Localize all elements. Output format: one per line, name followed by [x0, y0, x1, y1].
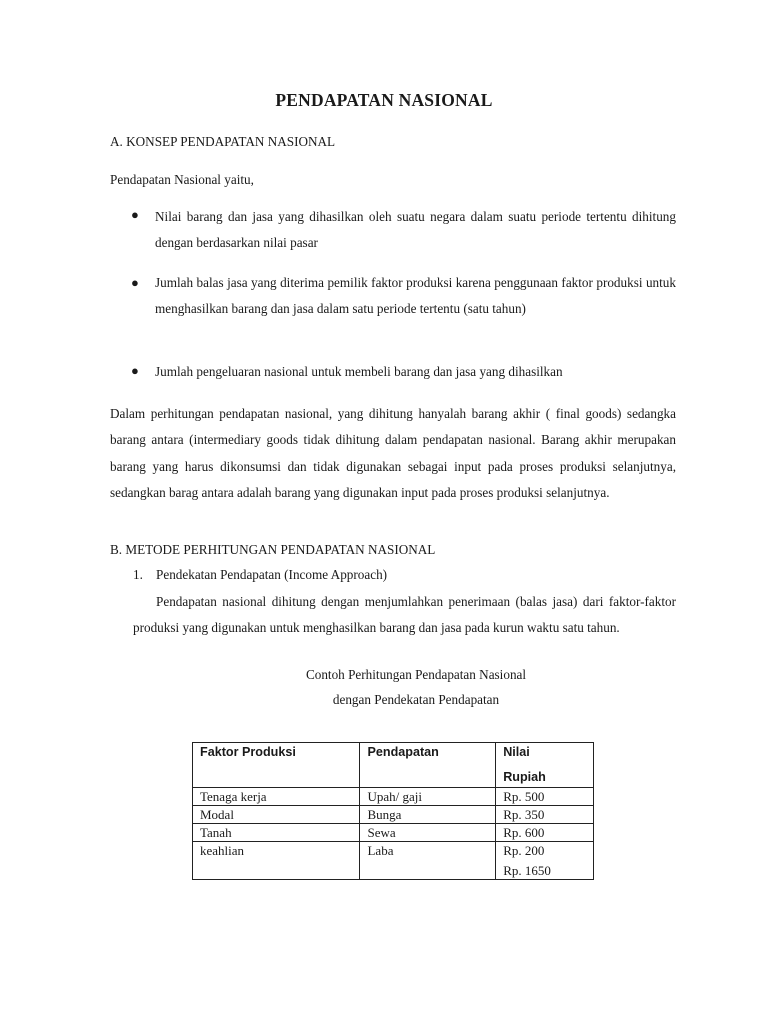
- bullet-item-1: Nilai barang dan jasa yang dihasilkan oleh suatu negara dalam suatu periode tertentu dihitung dengan berdasarkan nilai pasar: [155, 209, 676, 250]
- cell-pendapatan: Laba: [360, 842, 496, 880]
- bullet-icon: ●: [131, 207, 139, 222]
- table-row: [193, 842, 594, 880]
- table-header-row: [193, 743, 594, 788]
- header-rupiah: Rupiah: [503, 770, 546, 784]
- cell-nilai: Rp. 350: [496, 806, 594, 824]
- subsection-title: Pendekatan Pendapatan (Income Approach): [156, 567, 388, 582]
- section-a-heading: A. KONSEP PENDAPATAN NASIONAL: [110, 134, 336, 149]
- cell-nilai-with-total: [496, 842, 594, 880]
- cell-pendapatan: Bunga: [360, 806, 496, 824]
- page-title: PENDAPATAN NASIONAL: [275, 90, 493, 110]
- table-caption-line-2: dengan Pendekatan Pendapatan: [332, 692, 500, 707]
- header-nilai-rupiah: [496, 743, 594, 788]
- table-row: [193, 806, 594, 824]
- header-faktor-produksi: Faktor Produksi: [193, 743, 360, 788]
- cell-faktor: Tanah: [193, 824, 360, 842]
- header-nilai: Nilai: [503, 745, 530, 759]
- body-paragraph: Dalam perhitungan pendapatan nasional, yang dihitung hanyalah barang akhir ( final goods) sedangka barang antara (intermediary goods tidak dihitung dalam pendapatan nasional. Barang akhir merupakan barang yang harus dikonsumsi dan tidak digunakan sebagai input pada proses produksi selanjutnya, sedangkan barag antara adalah barang yang digunakan input pada proses produksi selanjutnya.: [110, 406, 676, 501]
- cell-faktor: Tenaga kerja: [193, 788, 360, 806]
- cell-nilai: Rp. 600: [496, 824, 594, 842]
- cell-pendapatan: Upah/ gaji: [360, 788, 496, 806]
- intro-text: Pendapatan Nasional yaitu,: [110, 172, 254, 187]
- bullet-item-2: Jumlah balas jasa yang diterima pemilik faktor produksi karena penggunaan faktor produksi untuk menghasilkan barang dan jasa dalam satu periode tertentu (satu tahun): [155, 275, 676, 316]
- bullet-icon: ●: [131, 363, 139, 378]
- cell-nilai: Rp. 200: [503, 843, 545, 858]
- cell-pendapatan: Sewa: [360, 824, 496, 842]
- cell-faktor: keahlian: [193, 842, 360, 880]
- bullet-item-3: Jumlah pengeluaran nasional untuk membeli barang dan jasa yang dihasilkan: [155, 364, 563, 379]
- subsection-paragraph: Pendapatan nasional dihitung dengan menjumlahkan penerimaan (balas jasa) dari faktor-faktor produksi yang digunakan untuk menghasilkan barang dan jasa pada kurun waktu satu tahun.: [133, 594, 676, 635]
- cell-nilai: Rp. 500: [496, 788, 594, 806]
- table-caption-line-1: Contoh Perhitungan Pendapatan Nasional: [305, 667, 527, 682]
- section-b-heading: B. METODE PERHITUNGAN PENDAPATAN NASIONAL: [110, 542, 436, 557]
- table-row: [193, 824, 594, 842]
- header-pendapatan: Pendapatan: [360, 743, 496, 788]
- table-row: [193, 788, 594, 806]
- income-table: [192, 742, 594, 880]
- cell-faktor: Modal: [193, 806, 360, 824]
- bullet-icon: ●: [131, 275, 139, 290]
- list-number: 1.: [133, 567, 143, 582]
- cell-total: Rp. 1650: [503, 863, 551, 878]
